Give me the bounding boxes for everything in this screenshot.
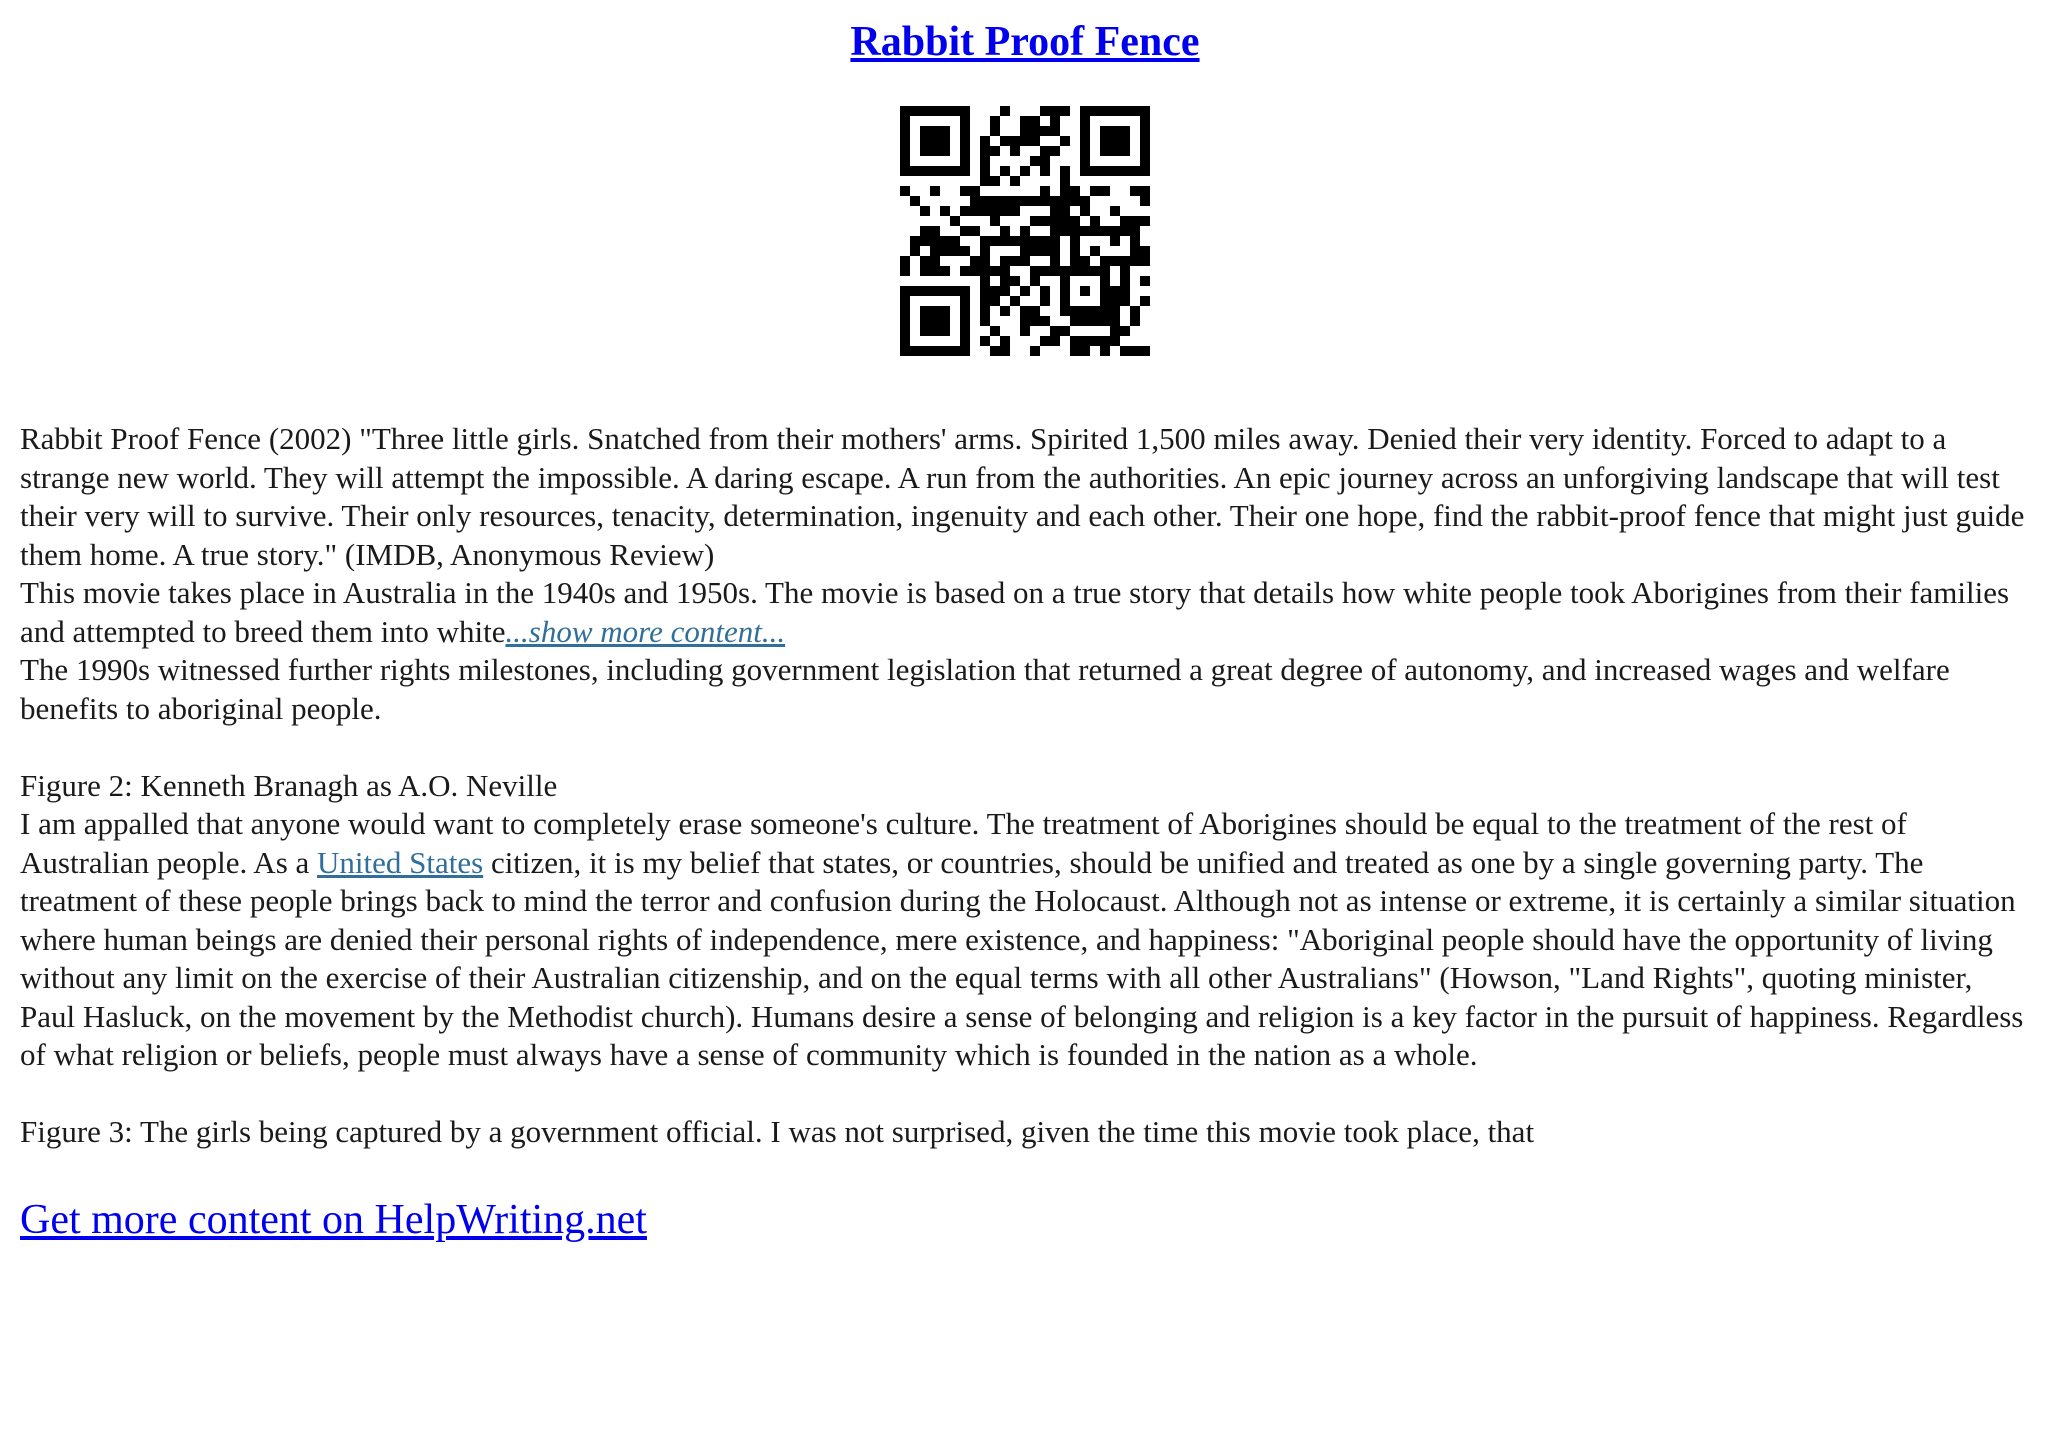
- setting-paragraph: [20, 574, 2030, 651]
- get-more-content-link[interactable]: Get more content on HelpWriting.net: [20, 1196, 647, 1243]
- figure-2-caption: Figure 2: Kenneth Branagh as A.O. Neville: [20, 767, 558, 803]
- spacer: [20, 1075, 2030, 1114]
- united-states-link[interactable]: United States: [317, 844, 484, 880]
- article-body: [20, 420, 2030, 1152]
- intro-paragraph: Rabbit Proof Fence (2002) "Three little girls. Snatched from their mothers' arms. Spirited 1,500 miles away. Denied their very identity. Forced to adapt to a strange new world. They will attempt the impossible. A daring escape. A run from the authorities. An epic journey across an unforgiving landscape that will test their very will to survive. Their only resources, tenacity, determination, ingenuity and each other. Their one hope, find the rabbit-proof fence that might just guide them home. A true story." (IMDB, Anonymous Review): [20, 421, 2025, 572]
- figure-3-paragraph: Figure 3: The girls being captured by a government official. I was not surprised, given the time this movie took place, that: [20, 1114, 1535, 1149]
- opinion-paragraph: [20, 805, 2030, 1075]
- show-more-content-link[interactable]: ...show more content...: [505, 613, 786, 649]
- opinion-text-before-link: I am appalled that anyone would want to completely erase someone's culture. The treatment of Aborigines should be equal to the treatment of the rest of Australian people. As a: [20, 806, 1907, 880]
- document-page: [20, 0, 2030, 1244]
- rights-paragraph: The 1990s witnessed further rights milestones, including government legislation that returned a great degree of autonomy, and increased wages and welfare benefits to aboriginal people.: [20, 652, 1950, 726]
- qr-container: [20, 106, 2030, 356]
- qr-code-icon: [900, 106, 1150, 356]
- spacer: [20, 728, 2030, 767]
- title-container: [20, 18, 2030, 78]
- opinion-text-after-link: citizen, it is my belief that states, or countries, should be unified and treated as one by a single governing party. The treatment of these people brings back to mind the terror and confusion during the Holocaust. Although not as intense or extreme, it is certainly a similar situation where human beings are denied their personal rights of independence, mere existence, and happiness: "Aboriginal people should have the opportunity of living without any limit on the exercise of their Australian citizenship, and on the equal terms with all other Australians" (Howson, "Land Rights", quoting minister, Paul Hasluck, on the movement by the Methodist church). Humans desire a sense of belonging and religion is a key factor in the pursuit of happiness. Regardless of what religion or beliefs, people must always have a sense of community which is founded in the nation as a whole.: [20, 844, 2024, 1072]
- setting-paragraph-text: This movie takes place in Australia in the 1940s and 1950s. The movie is based on a true story that details how white people took Aborigines from their families and attempted to breed them into white: [20, 575, 2010, 649]
- document-title-link[interactable]: Rabbit Proof Fence: [850, 19, 1200, 65]
